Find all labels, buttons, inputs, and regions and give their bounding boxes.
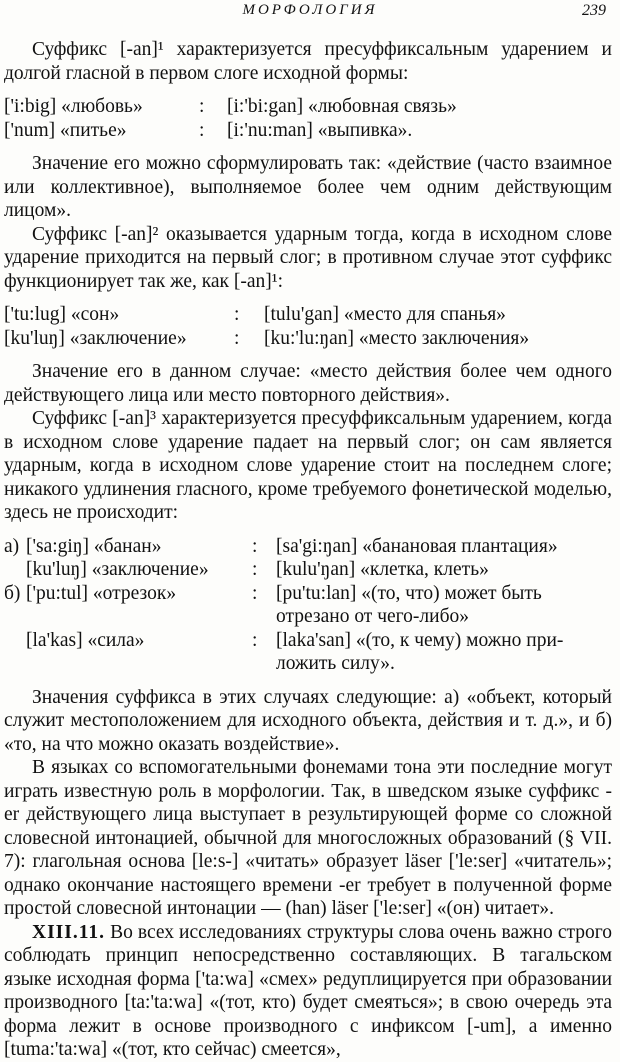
example-source: ['sa:giŋ] «банан» <box>26 535 162 557</box>
example-source: [ku'luŋ] «заключение» <box>26 559 209 580</box>
example-separator: : <box>252 629 258 651</box>
paragraph: В языках со вспомогательными фонемами тона эти последние могут играть известную роль в морфологии. Так, в шведском языке суффикс -er действующего лица выступает в результирующей форме со сложной словесной интонацией, обычной для многосложных образований (§ VII. 7): глагольная основа [le:s-] «читать» образует läser ['le:ser] «читатель»; однако окончание настоящего времени -er требует в полученной форме простой словесной интонации — (han) läser ['le:ser] «(он) читает». <box>4 757 612 919</box>
page-number: 239 <box>582 2 606 19</box>
example-derived: [tulu'gan] «место для спанья» <box>264 304 506 325</box>
example-marker: а) <box>4 535 20 557</box>
example-source: ['tu:lug] «сон» <box>4 304 120 325</box>
example-marker: б) <box>4 582 21 604</box>
example-derived: [i:'nu:man] «выпивка». <box>227 119 413 141</box>
example-derived-continued: отрезано от чего-либо» <box>276 606 470 627</box>
paragraph: Значение его в данном случае: «место действия более чем одного действующего лица или место повторного действия». <box>4 361 612 406</box>
paragraph: Суффикс [-an]¹ характеризуется пресуффиксальным ударением и долгой гласной в первом слоге исходной формы: <box>4 39 612 84</box>
example-derived: [kulu'ŋan] «клетка, клеть» <box>276 559 489 580</box>
example-derived: [sa'gi:ŋan] «банановая плантация» <box>276 535 558 557</box>
example-row <box>4 558 612 582</box>
paragraph: Суффикс [-an]² оказывается ударным тогда, когда в исходном слове ударение приходится на первый слог; в противном случае этот суффикс функционирует так же, как [-an]¹: <box>4 223 612 292</box>
example-row <box>4 535 612 559</box>
example-derived: [i:'bi:gan] «любовная связь» <box>227 96 457 117</box>
example-derived-continued: ложить силу». <box>276 653 395 674</box>
example-row <box>4 629 612 653</box>
example-derived: [pu'tu:lan] «(то, что) может быть <box>276 582 542 604</box>
page-content <box>4 38 612 1062</box>
paragraph: Значение его можно сформулировать так: «действие (часто взаимное или коллективное), выполняемое более чем одним действующим лицом». <box>4 153 612 221</box>
paragraph-text: Во всех исследованиях структуры слова очень важно строго соблюдать принцип непосредственно составляющих. В тагальском языке исходная форма ['ta:wa] «смех» редуплицируется при образовании производного [ta:'ta:wa] «(тот, кто) будет смеяться»; в свою очередь эта форма лежит в основе производного с инфиксом [-um], а именно [tuma:'ta:wa] «(тот, кто сейчас) смеется», <box>4 921 612 1060</box>
paragraph: Суффикс [-an]³ характеризуется пресуффиксальным ударением, когда в исходном слове ударение падает на первый слог; он сам является ударным, когда в исходном слове ударение стоит на последнем слоге; никакого удлинения гласного, кроме требуемого фонетической моделью, здесь не происходит: <box>4 408 612 523</box>
paragraph <box>4 921 612 1062</box>
example-source: [la'kas] «сила» <box>26 629 145 651</box>
example-separator: : <box>199 96 205 117</box>
running-title: МОРФОЛОГИЯ <box>242 2 378 18</box>
example-marker <box>4 629 26 653</box>
example-derived: [ku:'lu:ŋan] «место заключения» <box>264 327 530 349</box>
example-separator: : <box>234 327 240 349</box>
example-row <box>4 327 612 351</box>
example-source: ['i:big] «любовь» <box>4 96 143 117</box>
example-source: ['num] «питье» <box>4 119 127 141</box>
example-separator: : <box>234 304 240 325</box>
example-derived: [laka'san] «(то, к чему) можно при- <box>276 629 564 651</box>
example-source: ['pu:tul] «отрезок» <box>26 582 177 604</box>
example-separator: : <box>252 582 258 604</box>
example-row <box>4 119 612 143</box>
example-continuation <box>4 605 612 629</box>
example-continuation <box>4 652 612 676</box>
paragraph: Значения суффикса в этих случаях следующие: а) «объект, который служит местоположением для исходного объекта, действия и т. д.», и б) «то, на что можно оказать воздействие». <box>4 686 612 755</box>
example-row <box>4 303 612 327</box>
example-separator: : <box>252 535 258 557</box>
example-separator: : <box>199 119 205 141</box>
example-row <box>4 582 612 606</box>
example-row <box>4 95 612 119</box>
example-source: [ku'luŋ] «заключение» <box>4 327 187 349</box>
example-marker <box>4 558 26 582</box>
section-number: XIII.11. <box>32 921 106 943</box>
example-separator: : <box>252 559 258 580</box>
